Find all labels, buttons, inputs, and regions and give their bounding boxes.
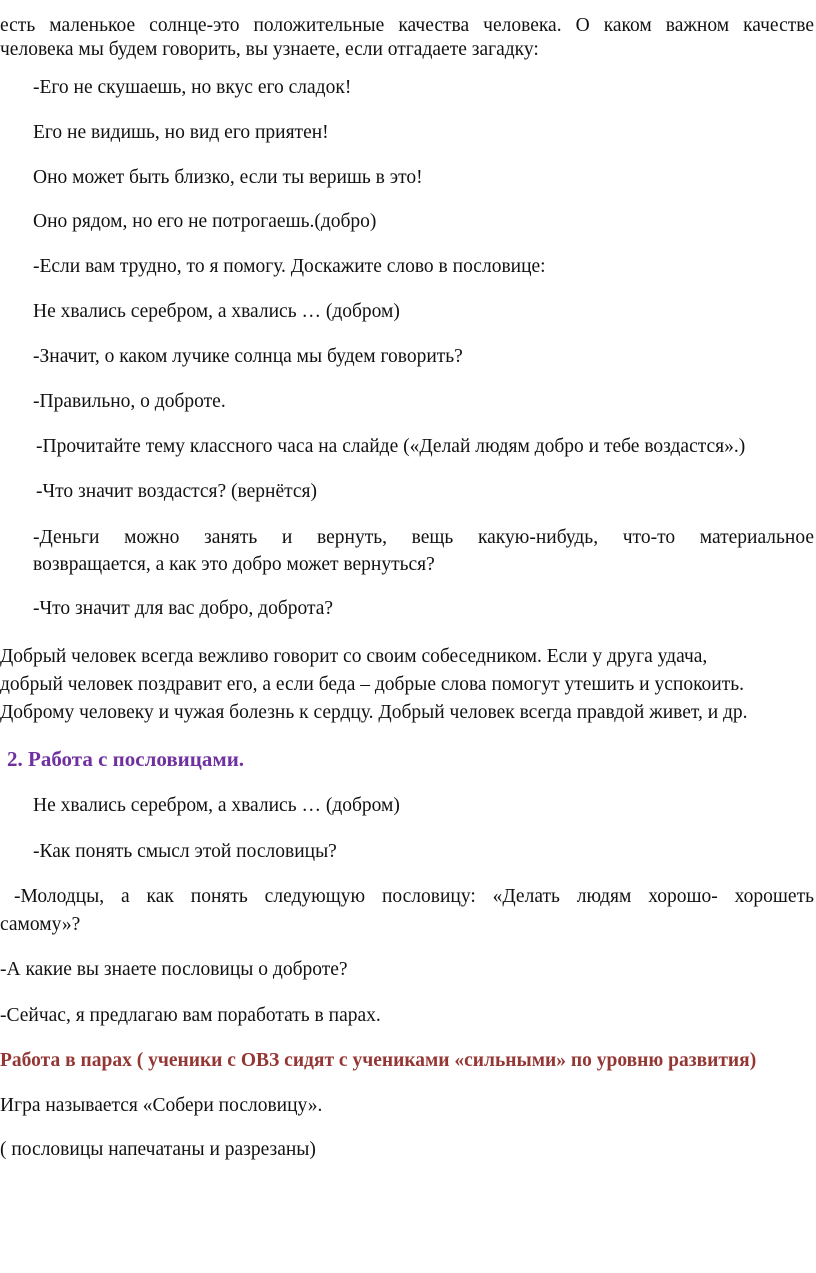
riddle-line-1: -Его не скушаешь, но вкус его сладок! xyxy=(33,77,352,98)
kind-person-line-1: Добрый человек всегда вежливо говорит со своим собеседником. Если у друга удача, xyxy=(0,646,708,667)
riddle-line-4: Оно рядом, но его не потрогаешь.(добро) xyxy=(33,211,377,232)
kind-person-line-2: добрый человек поздравит его, а если беда – добрые слова помогут утешить и успокоить. xyxy=(0,674,745,695)
kind-person-line-3: Доброму человеку и чужая болезнь к сердцу. Добрый человек всегда правдой живет, и др. xyxy=(0,702,748,723)
next-proverb-line-2: самому»? xyxy=(0,914,81,935)
dialogue-line-4: -Правильно, о доброте. xyxy=(33,391,226,412)
intro-line-1: есть маленькое солнце-это положительные качества человека. О каком важном качестве xyxy=(0,15,814,36)
riddle-line-3: Оно может быть близко, если ты веришь в это! xyxy=(33,167,423,188)
dialogue-line-1: -Если вам трудно, то я помогу. Доскажите слово в пословице: xyxy=(33,256,546,277)
section-heading: 2. Работа с пословицами. xyxy=(7,747,245,771)
dialogue-line-6: -Что значит воздастся? (вернётся) xyxy=(36,481,317,502)
riddle-line-2: Его не видишь, но вид его приятен! xyxy=(33,122,329,143)
next-proverb-line-1: -Молодцы, а как понять следующую пословицу: «Делать людям хорошо- хорошеть xyxy=(14,886,814,907)
which-proverbs: -А какие вы знаете пословицы о доброте? xyxy=(0,959,348,980)
dialogue-line-3: -Значит, о каком лучике солнца мы будем говорить? xyxy=(33,346,463,367)
game-name: Игра называется «Собери пословицу». xyxy=(0,1095,323,1116)
proverb-repeat: Не хвались серебром, а хвались … (добром) xyxy=(33,795,400,816)
kindness-question: -Что значит для вас добро, доброта? xyxy=(33,598,334,619)
game-note: ( пословицы напечатаны и разрезаны) xyxy=(0,1139,316,1160)
dialogue-line-2: Не хвались серебром, а хвались … (добром) xyxy=(33,301,400,322)
dialogue-line-5: -Прочитайте тему классного часа на слайде («Делай людям добро и тебе воздастся».) xyxy=(36,436,746,457)
money-line-1: -Деньги можно занять и вернуть, вещь какую-нибудь, что-то материальное xyxy=(33,527,814,548)
pairs-offer: -Сейчас, я предлагаю вам поработать в парах. xyxy=(0,1005,381,1026)
proverb-question: -Как понять смысл этой пословицы? xyxy=(33,841,337,862)
pairs-note: Работа в парах ( ученики с ОВЗ сидят с учениками «сильными» по уровню развития) xyxy=(0,1050,757,1071)
intro-line-2: человека мы будем говорить, вы узнаете, если отгадаете загадку: xyxy=(0,39,539,60)
money-line-2: возвращается, а как это добро может вернуться? xyxy=(33,554,435,575)
